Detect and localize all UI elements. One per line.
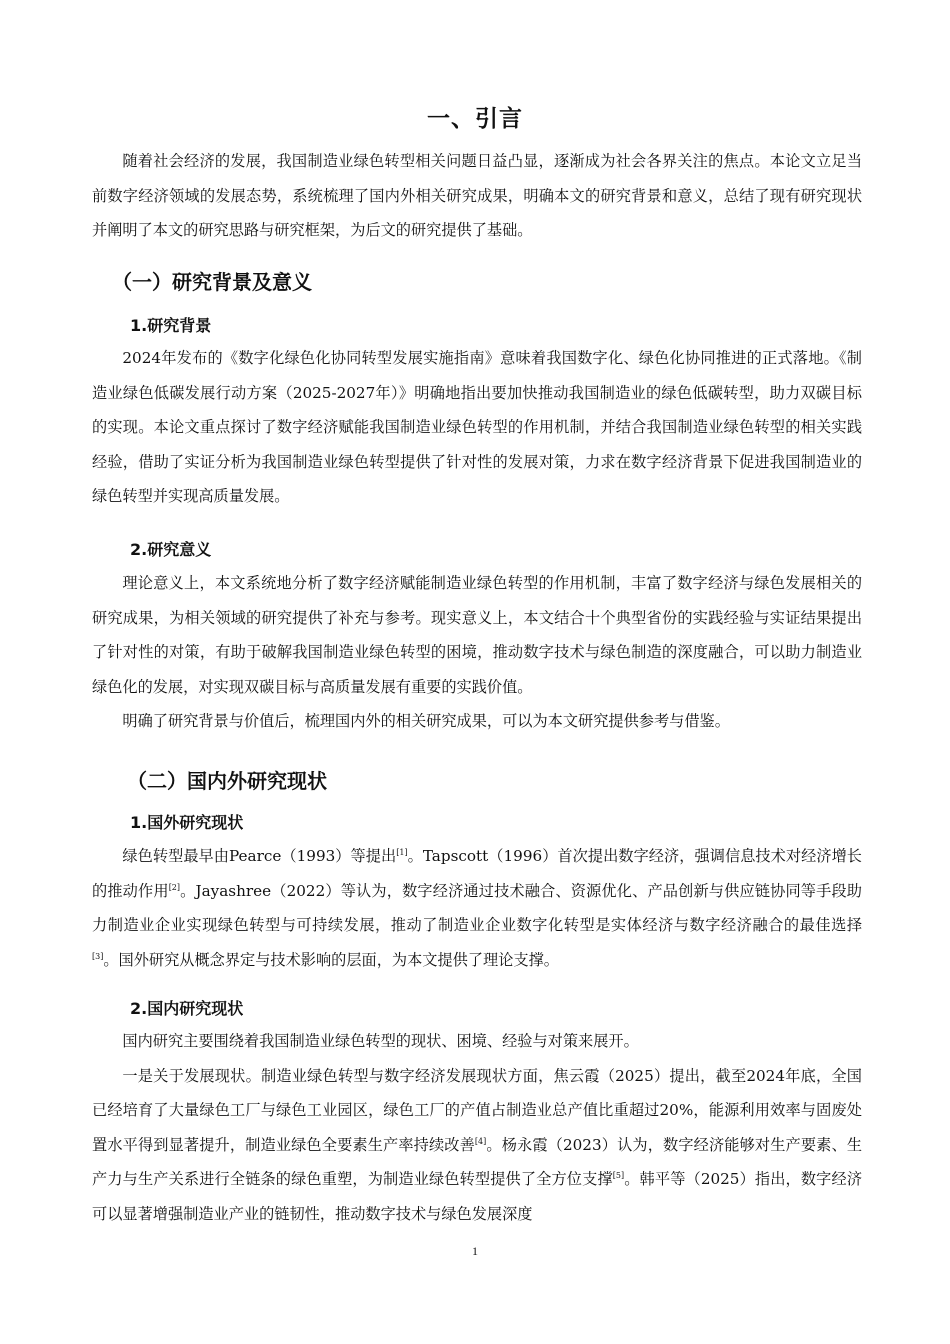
foreign-text-part: 。国外研究从概念界定与技术影响的层面，为本文提供了理论支撑。 [103,950,559,969]
subsection-heading-significance: 2.研究意义 [130,540,212,559]
foreign-text-part: 绿色转型最早由Pearce（1993）等提出 [122,847,397,865]
intro-text: 随着社会经济的发展，我国制造业绿色转型相关问题日益凸显，逐渐成为社会各界关注的焦点。本论文立足当前数字经济领域的发展态势，系统梳理了国内外相关研究成果，明确本文的研究背景和意义，总结了现有研究现状并阐明了本文的研究思路与研究框架，为后文的研究提供了基础。 [92,152,862,240]
domestic-paragraph [92,1024,862,1232]
background-paragraph [92,341,862,514]
intro-paragraph [92,144,862,248]
citation-4[interactable]: [4] [474,1136,487,1146]
citation-2[interactable]: [2] [168,882,181,892]
significance-text: 理论意义上，本文系统地分析了数字经济赋能制造业绿色转型的作用机制，丰富了数字经济与绿色发展相关的研究成果，为相关领域的研究提供了补充与参考。现实意义上，本文结合十个典型省份的实践经验与实证结果提出了针对性的对策，有助于破解我国制造业绿色转型的困境，推动数字技术与绿色制造的深度融合，可以助力制造业绿色化的发展，对实现双碳目标与高质量发展有重要的实践价值。 [92,574,862,696]
domestic-text-part: 。韩平等（2025）指出，数字经济可以显著增强制造业产业的链韧性，推动数字技术与绿色发展深度 [92,1170,863,1223]
subsection-heading-background: 1.研究背景 [130,316,212,335]
domestic-text-part: 一是关于发展现状。制造业绿色转型与数字经济发展现状方面，焦云霞（2025）提出，截至2024年底，全国已经培育了大量绿色工厂与绿色工业园区，绿色工厂的产值占制造业总产值比重超过20%，能源利用效率与固废处置水平得到显著提升，制造业绿色全要素生产率持续改善 [92,1066,862,1154]
foreign-paragraph [92,839,862,977]
subsection-heading-foreign: 1.国外研究现状 [130,813,244,832]
domestic-status-text [92,1059,862,1232]
domestic-intro-text: 国内研究主要围绕着我国制造业绿色转型的现状、困境、经验与对策来展开。 [122,1032,639,1050]
domestic-text-part: 。杨永霞（2023）认为，数字经济能够对生产要素、生产力与生产关系进行全链条的绿色重塑，为制造业绿色转型提供了全方位支撑 [92,1135,863,1189]
background-text: 2024年发布的《数字化绿色化协同转型发展实施指南》意味着我国数字化、绿色化协同推进的正式落地。《制造业绿色低碳发展行动方案（2025-2027年）》明确地指出要加快推动我国制造业的绿色低碳转型，助力双碳目标的实现。本论文重点探讨了数字经济赋能我国制造业绿色转型的作用机制，并结合我国制造业绿色转型的相关实践经验，借助了实证分析为我国制造业绿色转型提供了针对性的发展对策，力求在数字经济背景下促进我国制造业的绿色转型并实现高质量发展。 [92,349,862,506]
subsection-heading-domestic: 2.国内研究现状 [130,999,244,1018]
citation-1[interactable]: [1] [396,847,408,857]
significance-paragraph [92,566,862,739]
citation-5[interactable]: [5] [612,1171,625,1181]
foreign-text-part: 。Jayashree（2022）等认为，数字经济通过技术融合、资源优化、产品创新与供应链协同等手段助力制造业企业实现绿色转型与可持续发展，推动了制造业企业数字化转型是实体经济与数字经济融合的最佳选择 [92,881,862,935]
section-heading-status: （二）国内外研究现状 [127,769,327,793]
foreign-text [92,839,862,977]
transition-text: 明确了研究背景与价值后，梳理国内外的相关研究成果，可以为本文研究提供参考与借鉴。 [122,712,730,731]
citation-3[interactable]: [3] [92,951,104,961]
foreign-text-part: 。Tapscott（1996）首次提出数字经济，强调信息技术对经济增长的推动作用 [92,847,862,900]
section-heading-background: （一）研究背景及意义 [112,270,312,294]
page-number: 1 [472,1244,478,1258]
chapter-title: 一、引言 [427,106,523,132]
